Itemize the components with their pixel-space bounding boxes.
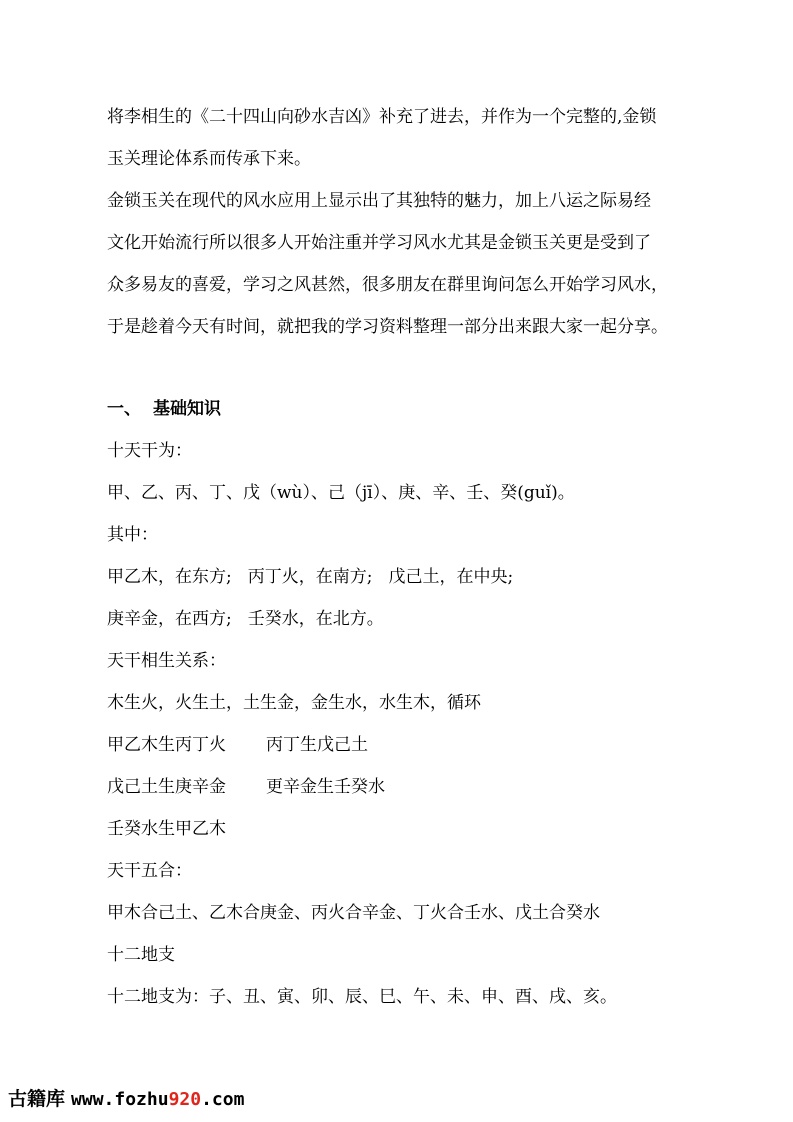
direction-east: 甲乙木，在东方;	[107, 567, 232, 587]
directions-line-1	[107, 566, 513, 588]
wuhe-title: 天干五合：	[107, 861, 192, 881]
footer-site	[71, 1089, 244, 1110]
sheng-2a: 戊己土生庚辛金	[107, 777, 226, 797]
xiangsheng-title: 天干相生关系：	[107, 651, 226, 671]
dizhi-title: 十二地支	[107, 945, 175, 965]
direction-center: 戊己土，在中央;	[388, 567, 514, 587]
section-heading	[107, 398, 221, 420]
directions-line-2	[107, 608, 384, 630]
section-number: 一、	[107, 399, 141, 419]
footer-site-prefix: www.fozhu	[71, 1089, 169, 1110]
direction-north: 壬癸水，在北方。	[247, 609, 384, 629]
section-title: 基础知识	[153, 399, 221, 419]
footer-brand: 古籍库	[8, 1088, 66, 1110]
intro-line-3: 金锁玉关在现代的风水应用上显示出了其独特的魅力，加上八运之际易经	[107, 191, 651, 211]
direction-west: 庚辛金，在西方;	[107, 609, 232, 629]
tiangan-list: 甲、乙、丙、丁、戊（wù）、己（jī）、庚、辛、壬、癸(guǐ)。	[107, 483, 575, 503]
footer-watermark	[8, 1086, 244, 1113]
footer-site-suffix: .com	[201, 1089, 245, 1110]
sheng-line-2	[107, 776, 385, 798]
footer-site-highlight: 920	[168, 1089, 202, 1110]
intro-line-4: 文化开始流行所以很多人开始注重并学习风水尤其是金锁玉关更是受到了	[107, 233, 651, 253]
qizhong-label: 其中：	[107, 525, 158, 545]
sheng-line-1	[107, 734, 368, 756]
sheng-line-3: 壬癸水生甲乙木	[107, 819, 226, 839]
xiangsheng-cycle: 木生火，火生土，土生金，金生水，水生木，循环	[107, 693, 481, 713]
wuhe-list: 甲木合己土、乙木合庚金、丙火合辛金、丁火合壬水、戊土合癸水	[107, 903, 600, 923]
intro-line-6: 于是趁着今天有时间，就把我的学习资料整理一部分出来跟大家一起分享。	[107, 317, 668, 337]
intro-line-1: 将李相生的《二十四山向砂水吉凶》补充了进去，并作为一个完整的,金锁	[107, 107, 657, 127]
dizhi-list: 十二地支为：子、丑、寅、卯、辰、巳、午、未、申、酉、戌、亥。	[107, 987, 617, 1007]
intro-line-5: 众多易友的喜爱，学习之风甚然，很多朋友在群里询问怎么开始学习风水，	[107, 275, 668, 295]
sheng-1b: 丙丁生戊己土	[266, 735, 368, 755]
intro-line-2: 玉关理论体系而传承下来。	[107, 149, 311, 169]
direction-south: 丙丁火，在南方;	[247, 567, 373, 587]
sheng-1a: 甲乙木生丙丁火	[107, 735, 226, 755]
tiangan-intro: 十天干为：	[107, 441, 192, 461]
sheng-2b: 更辛金生壬癸水	[266, 777, 385, 797]
